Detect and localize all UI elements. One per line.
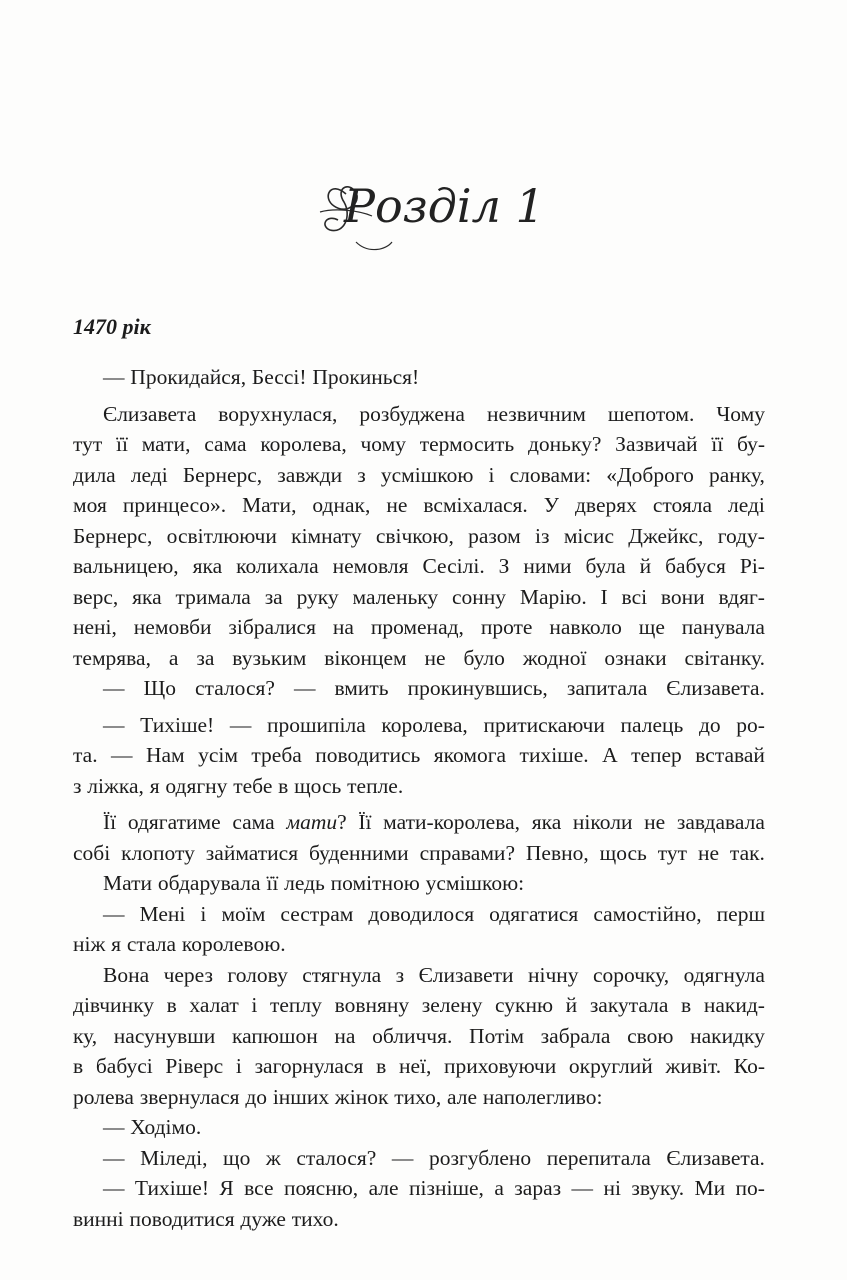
text-line: — Тихіше! — прошипіла королева, притискаючи палець до ро-: [103, 712, 765, 737]
paragraph: [73, 710, 765, 802]
text-line: — Ходімо.: [103, 1115, 202, 1139]
text-line: Єлизавета ворухнулася, розбуджена незвичним шепотом. Чому: [103, 401, 765, 426]
text-line: нені, немовби зібралися на променад, проте навколо ще панувала: [73, 615, 765, 639]
text-line: собі клопоту займатися буденними справами? Певно, щось тут не так.: [73, 840, 765, 865]
text-line: — Що сталося? — вмить прокинувшись, запитала Єлизавета.: [103, 676, 765, 700]
paragraph: [73, 960, 765, 1113]
text-line: — Мені і моїм сестрам доводилося одягатися самостійно, перш: [103, 901, 765, 926]
year-heading: 1470 рік: [73, 314, 151, 339]
text-line: верс, яка тримала за руку маленьку сонну Марію. І всі вони вдяг-: [73, 584, 765, 609]
chapter-title: Розділ 1: [344, 179, 545, 233]
paragraph: [73, 362, 765, 393]
text-line: темрява, а за вузьким віконцем не було жодної ознаки світанку.: [73, 645, 765, 670]
chapter-body-text: [73, 362, 765, 1234]
chapter-heading: [300, 150, 560, 260]
paragraph: [73, 673, 765, 704]
text-line: з ліжка, я одягну тебе в щось тепле.: [73, 773, 404, 798]
text-line: ніж я стала королевою.: [73, 932, 286, 956]
text-line: Її одягатиме сама мати? Її мати-королева, яка ніколи не завдавала: [103, 810, 765, 834]
text-line: — Тихіше! Я все поясню, але пізніше, а зараз — ні звуку. Ми по-: [103, 1176, 765, 1200]
paragraph: [73, 399, 765, 674]
text-line: Мати обдарувала її ледь помітною усмішкою:: [103, 871, 525, 895]
paragraph: [73, 807, 765, 868]
text-line: та. — Нам усім треба поводитись якомога тихіше. А тепер вставай: [73, 743, 765, 767]
paragraph: [73, 899, 765, 960]
text-line: в бабусі Ріверс і загорнулася в неї, приховуючи округлий живіт. Ко-: [73, 1054, 765, 1078]
text-line: ролева звернулася до інших жінок тихо, але наполегливо:: [73, 1084, 603, 1109]
text-line: дила леді Бернерс, завжди з усмішкою і словами: «Доброго ранку,: [73, 462, 765, 487]
text-line: — Прокидайся, Бессі! Прокинься!: [103, 365, 420, 389]
paragraph: [73, 1173, 765, 1234]
paragraph: [73, 1143, 765, 1174]
text-line: вальницею, яка колихала немовля Сесілі. З ними була й бабуся Рі-: [73, 554, 765, 578]
text-line: Вона через голову стягнула з Єлизавети нічну сорочку, одягнула: [103, 962, 765, 987]
chapter-flourish: [300, 150, 560, 260]
paragraph: [73, 868, 765, 899]
text-line: тут її мати, сама королева, чому термосить доньку? Зазвичай її бу-: [73, 432, 765, 456]
paragraph: [73, 1112, 765, 1143]
text-line: — Міледі, що ж сталося? — розгублено перепитала Єлизавета.: [103, 1145, 765, 1170]
text-line: ку, насунувши капюшон на обличчя. Потім забрала свою накидку: [73, 1023, 765, 1048]
text-line: Бернерс, освітлюючи кімнату свічкою, разом із місис Джейкс, году-: [73, 523, 765, 548]
text-line: дівчинку в халат і теплу вовняну зелену сукню й закутала в накид-: [73, 993, 765, 1017]
text-line: моя принцесо». Мати, однак, не всміхалася. У дверях стояла леді: [73, 493, 765, 517]
text-line: винні поводитися дуже тихо.: [73, 1206, 339, 1231]
